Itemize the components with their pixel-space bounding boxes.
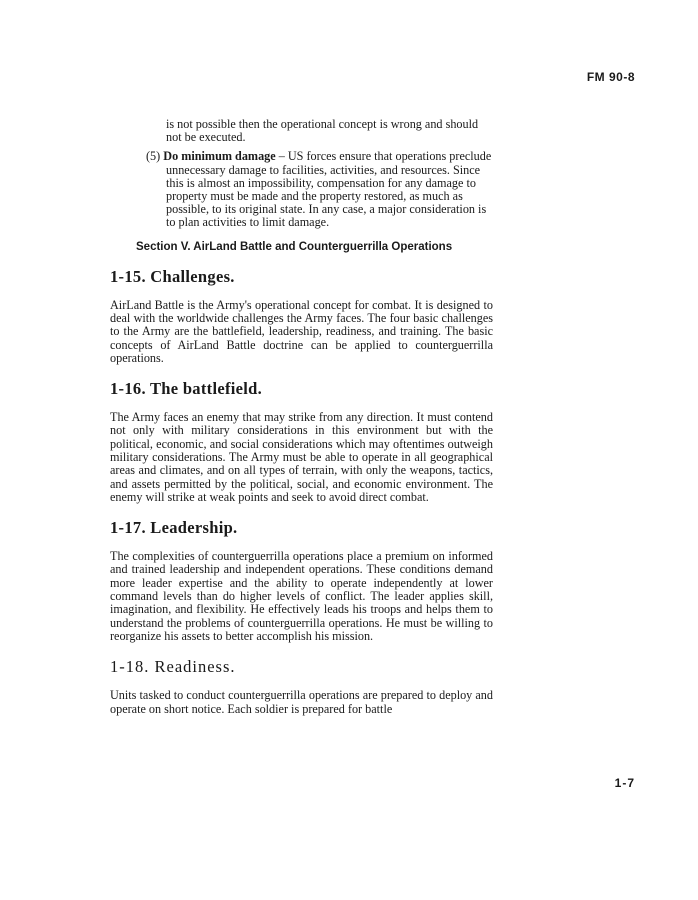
page-number: 1-7 bbox=[614, 776, 635, 790]
document-id: FM 90-8 bbox=[586, 70, 635, 84]
paragraph-challenges: AirLand Battle is the Army's operational concept for combat. It is designed to deal with the worldwide challenges the Army faces. The four basic challenges to the Army are the battlefield, leadership, readiness, and training. The basic concepts of AirLand Battle doctrine can be applied to counterguerrilla operations. bbox=[110, 297, 493, 365]
list-item-text: – US forces ensure that operations preclude unnecessary damage to facilities, activities, and resources. Since this is almost an impossibility, compensation for any damage to property must be made and the property restored, as much as possible, to its original state. In any case, a major consideration is to plan activities to limit damage. bbox=[166, 149, 492, 230]
section-title: Section V. AirLand Battle and Counterguerrilla Operations bbox=[136, 240, 453, 253]
paragraph-battlefield: The Army faces an enemy that may strike from any direction. It must contend not only with military considerations in this environment but with the political, economic, and social considerations which may oftentimes outweigh military considerations. The Army must be able to operate in all geographical areas and climates, and on all types of terrain, with only the weapons, tactics, and assets permitted by the political, social, and economic environment. The enemy will strike at weak points and seek to avoid direct combat. bbox=[110, 410, 493, 504]
list-item-5 bbox=[110, 150, 493, 229]
heading-battlefield: 1-16. The battlefield. bbox=[110, 379, 263, 399]
heading-challenges: 1-15. Challenges. bbox=[110, 266, 235, 286]
heading-readiness: 1-18. Readiness. bbox=[110, 657, 236, 677]
list-item-number: (5) bbox=[146, 149, 161, 164]
paragraph-readiness: Units tasked to conduct counterguerrilla operations are prepared to deploy and operate on short notice. Each soldier is prepared for battle bbox=[110, 688, 493, 716]
heading-leadership: 1-17. Leadership. bbox=[110, 518, 238, 538]
page-body bbox=[110, 118, 493, 716]
continuation-paragraph: is not possible then the operational concept is wrong and should not be executed. bbox=[166, 117, 479, 145]
list-item-title: Do minimum damage bbox=[163, 149, 276, 164]
paragraph-leadership: The complexities of counterguerrilla operations place a premium on informed and trained leadership and independent operations. These conditions demand more leader expertise and the ability to operate independently at lower command levels than do higher levels of conflict. The leader applies skill, imagination, and flexibility. He effectively leads his troops and helps them to understand the problems of counterguerrilla operations. He must be willing to reorganize his assets to better accomplish his mission. bbox=[110, 549, 493, 643]
